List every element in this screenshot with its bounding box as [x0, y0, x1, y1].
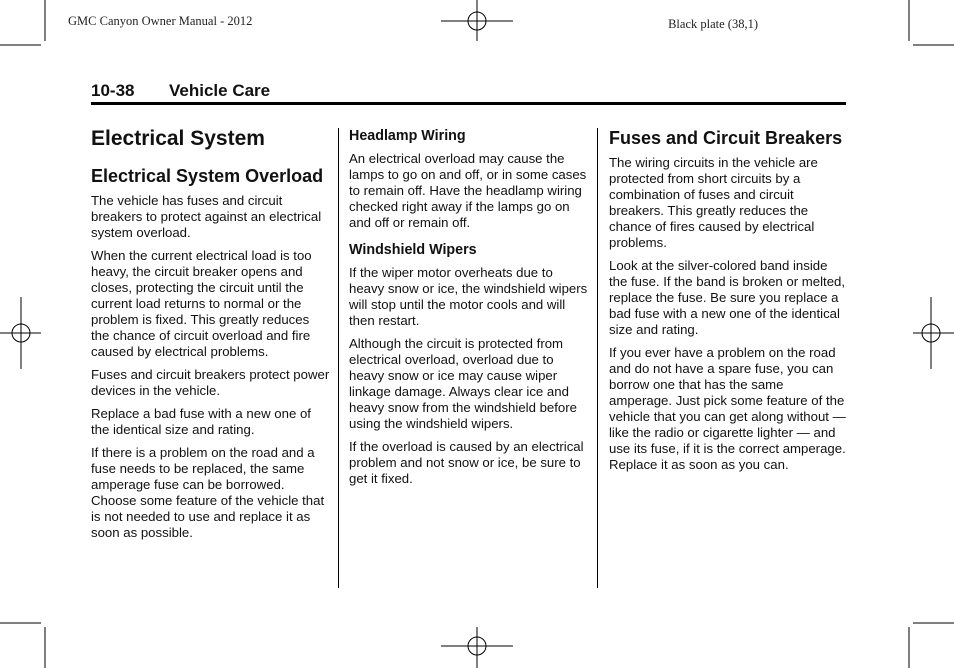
- paragraph: If there is a problem on the road and a fuse needs to be replaced, the same amperage fuse can be borrowed. Choose some feature of the vehicle that is not needed to use and replace it as soon as possible.: [91, 445, 325, 540]
- manual-title-slug: GMC Canyon Owner Manual - 2012: [68, 14, 253, 28]
- page-number: 10-38: [91, 81, 135, 100]
- column-2: [349, 128, 589, 494]
- section-heading-overload: Electrical System Overload: [91, 166, 324, 186]
- paragraph: Look at the silver-colored band inside the fuse. If the band is broken or melted, replace the fuse. Be sure you replace a bad fuse with a new one of the identical size and rating.: [609, 258, 846, 337]
- running-head: [91, 81, 846, 105]
- section-heading-fuses: Fuses and Circuit Breakers: [609, 128, 843, 148]
- column-1: [91, 126, 331, 548]
- paragraph: If the overload is caused by an electrical problem and not snow or ice, be sure to get it fixed.: [349, 439, 584, 486]
- paragraph: Fuses and circuit breakers protect power devices in the vehicle.: [91, 367, 330, 398]
- paragraph: Although the circuit is protected from electrical overload, overload due to heavy snow or ice may cause wiper linkage damage. Always clear ice and heavy snow from the windshield before using the windshield wipers.: [349, 336, 577, 431]
- page-title: Electrical System: [91, 127, 265, 150]
- subheading-headlamp-wiring: Headlamp Wiring: [349, 128, 466, 144]
- paragraph: If you ever have a problem on the road and do not have a spare fuse, you can borrow one that has the same amperage. Just pick some feature of the vehicle that you can get along without — like the radio or cigarette lighter — and use its fuse, if it is the correct amperage. Replace it as soon as you can.: [609, 345, 846, 472]
- subheading-windshield-wipers: Windshield Wipers: [349, 242, 477, 258]
- plate-info: Black plate (38,1): [668, 17, 758, 31]
- paragraph: The wiring circuits in the vehicle are protected from short circuits by a combination of fuses and circuit breakers. This greatly reduces the chance of fires caused by electrical problems.: [609, 155, 818, 250]
- paragraph: Replace a bad fuse with a new one of the identical size and rating.: [91, 406, 311, 437]
- column-divider-2: [597, 128, 598, 588]
- paragraph: When the current electrical load is too heavy, the circuit breaker opens and closes, protecting the circuit until the current load returns to normal or the problem is fixed. This greatly reduces the chance of circuit overload and fire caused by electrical problems.: [91, 248, 312, 359]
- column-3: [609, 128, 847, 480]
- column-divider-1: [338, 128, 339, 588]
- paragraph: If the wiper motor overheats due to heavy snow or ice, the windshield wipers will stop until the motor cools and will then restart.: [349, 265, 588, 328]
- section-name: Vehicle Care: [169, 81, 271, 100]
- paragraph: An electrical overload may cause the lamps to go on and off, or in some cases to remain off. Have the headlamp wiring checked right away if the lamps go on and off or remain off.: [349, 151, 587, 230]
- paragraph: The vehicle has fuses and circuit breakers to protect against an electrical system overload.: [91, 193, 322, 240]
